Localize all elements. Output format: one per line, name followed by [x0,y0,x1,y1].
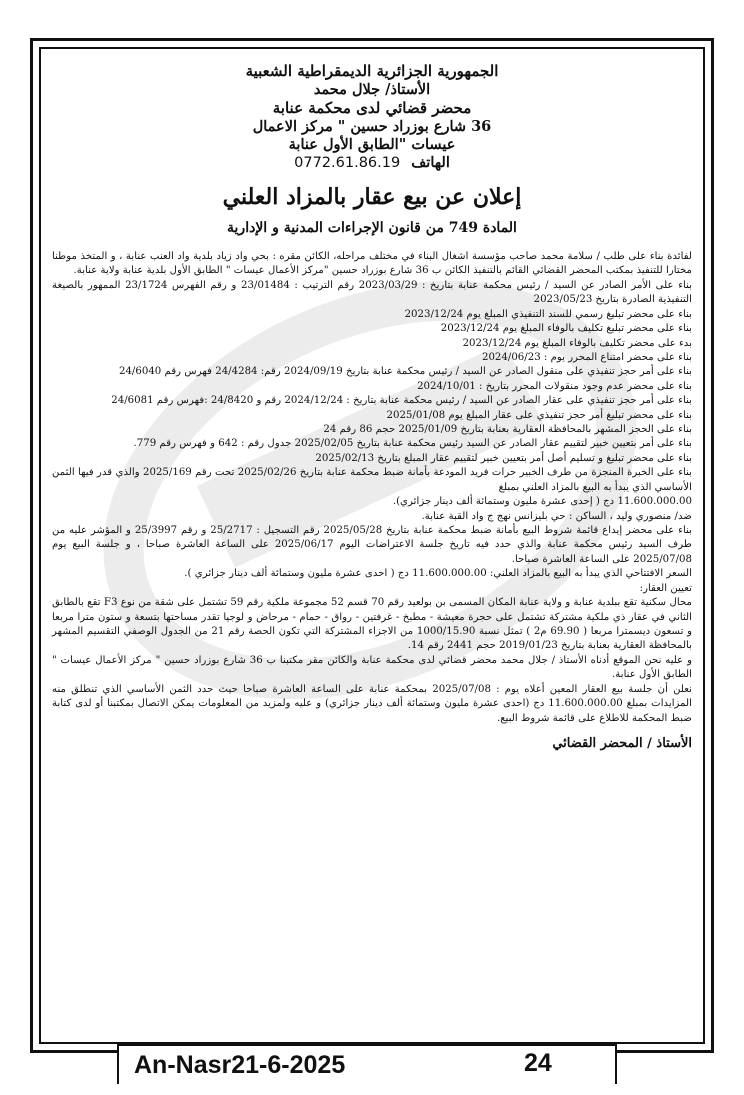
paragraph: بناء على أمر حجز تنفيذي على عقار الصادر عن السيد / رئيس محكمة عنابة بتاريخ : 2024/12/24 رقم و 24/8420 :فهرس رقم 24/6081 [111,395,692,407]
paragraph: بدء على محضر تكليف بالوفاء المبلغ يوم 2023/12/24 [462,337,692,349]
announcement-body [52,250,692,726]
phone-number: 0772.61.86.19 [294,154,401,171]
paragraph: بناء على أمر حجز تنفيذي على منقول الصادر عن السيد / رئيس محكمة عنابة بتاريخ 2024/09/19 رقم: 24/4284 فهرس رقم 24/6040 [118,366,692,378]
paragraph: بناء على محضر امتناع المحرر يوم : 2024/06/23 [481,351,692,363]
paragraph: بناء على محضر تبليغ تكليف بالوفاء المبلغ يوم 2023/12/24 [440,323,692,335]
paragraph: بناء على أمر بتعيين خبير لتقييم عقار الصادر عن السيد رئيس محكمة عنابة بتاريخ 2025/02/05 جدول رقم : 642 و فهرس رقم 779. [133,438,692,450]
paragraph: محال سكنية تقع ببلدية عنابة و ولاية عنابة المكان المسمى بن بولعيد رقم 70 قسم 52 مجموعة ملكية رقم 59 تشتمل على شقة من نوع F3 تقع بالطابق الثاني في عقار ذي ملكية مشتركة تشتمل على حجرة معيشة - مطبخ - غرفتين - رواق - حمام - مرحاض و لوجيا تقدر مساحتها بتسعة و ستون مترا مربعا و تسعون ديسمترا مربعا ( 69.90 م2 ) تمثل نسبة 1000/15.90 من الاجزاء المشتركة التي تكون الحصة رقم 21 من الجدول الوصفي التقسيم المشهر بالمحافظة العقارية بعنابة بتاريخ 2019/01/23 حجم 2441 رقم 14. [52,597,692,652]
paragraph: ضد/ منصوري وليد ، الساكن : حي بليزانس نهج ج واد القبة عنابة. [421,510,692,522]
paragraph: 11.600.000.00 دج ( إحدى عشرة مليون وستمائة ألف دينار جزائري). [392,496,692,508]
publication-date: An-Nasr21-6-2025 [134,1051,346,1079]
signature: الأستاذ / المحضر القضائي [552,735,692,751]
letterhead [52,62,692,172]
paragraph: بناء على محضر تبليغ رسمي للسند التنفيذي المبلغ يوم 2023/12/24 [404,308,692,320]
paragraph: بناء على محضر عدم وجود منقولات المحرر بتاريخ : 2024/10/01 [417,380,692,392]
publication-footer [117,1044,617,1084]
paragraph: بناء على محضر تبليغ أمر حجز تنفيذي على عقار المبلغ يوم 2025/01/08 [386,409,692,421]
page-number: 24 [524,1049,552,1077]
paragraph: السعر الافتتاحي الذي يبدأ به البيع بالمزاد العلني: 11.600.000.00 دج ( احدى عشرة مليون وستمائة ألف دينار جزائري ). [184,568,692,580]
paragraph: بناء على الحجز المشهر بالمحافظة العقارية بعنابة بتاريخ 2025/01/09 حجم 86 رقم 24 [323,424,692,436]
paragraph: و عليه نحن الموقع أدناه الأستاذ / جلال محمد محضر قضائي لدى محكمة عنابة والكائن مقر مكتبنا ب 36 شارع بوزراد حسين " مركز الأعمال عيسات " الطابق الأول عنابة. [52,654,692,681]
announcement-content [52,60,692,1035]
paragraph: بناء على الأمر الصادر عن السيد / رئيس محكمة عنابة بتاريخ : 2023/03/29 رقم الترتيب : 23/01484 و رقم الفهرس 23/1724 الممهور بالصيغة التنفيذية الصادرة بتاريخ 2023/05/23 [52,279,692,306]
office-title: محضر قضائي لدى محكمة عنابة [272,98,472,117]
announcement-subtitle: المادة 749 من قانون الإجراءات المدنية و الإدارية [227,220,517,236]
address-line-1: 36 شارع بوزراد حسين " مركز الاعمال [252,117,492,135]
paragraph: بناء على محضر تبليغ و تسليم أصل أمر بتعيين خبير لتقييم عقار المبلغ بتاريخ 2025/02/13 [315,452,692,464]
address-line-2: عيسات "الطابق الأول عنابة [288,135,456,153]
announcement-title: إعلان عن بيع عقار بالمزاد العلني [222,184,522,210]
paragraph: بناء على محضر إيداع قائمة شروط البيع بأمانة ضبط محكمة عنابة بتاريخ 2025/05/28 رقم التسجيل : 25/2717 و رقم 25/3997 و المؤشر عليه من طرف السيد رئيس محكمة عنابة والذي حدد فيه تاريخ جلسة الاعتراضات اليوم 2025/06/17 على الساعة العاشرة صباحا ، و جلسة البيع يوم 2025/07/08 على الساعة العاشرة صباحا. [52,525,692,565]
phone-line [52,154,692,172]
phone-label: الهاتف [411,153,450,171]
paragraph: لفائدة بناء على طلب / سلامة محمد صاحب مؤسسة اشغال البناء في مختلف مراحله، الكائن مقره : بحي واد زياد بلدية واد العنب عنابة ، و المتخذ موطنا مختارا للتنفيذ بمكتب المحضر القضائي القائم بالتنفيذ الكائن ب 36 شارع بوزراد حسين "مركز الأعمال عيسات " الطابق الأول بلدية عنابة ولاية عنابة. [52,251,692,277]
lawyer-name: الأستاذ/ جلال محمد [313,80,431,98]
paragraph: بناء على الخبرة المنجزة من طرف الخبير حرات فريد المودعة بأمانة ضبط محكمة عنابة بتاريخ 2025/02/26 تحت رقم 2025/169 والذي قدر فيها الثمن الأساسي الذي يبدأ به البيع بالمزاد العلني بمبلغ [52,467,692,493]
paragraph: تعيين العقار: [639,582,692,594]
republic-heading: الجمهورية الجزائرية الديمقراطية الشعبية [245,62,499,80]
paragraph: نعلن أن جلسة بيع العقار المعين أعلاه يوم : 2025/07/08 بمحكمة عنابة على الساعة العاشرة صباحا حيث حدد الثمن الأساسي الذي تنطلق منه المزايدات بمبلغ 11.600.000.00 دج (احدى عشرة مليون وستمائة ألف دينار جزائري) و عليه ولمزيد من المعلومات يمكن الاتصال بمكتبنا أو لدى كتابة ضبط المحكمة للاطلاع على قائمة شروط البيع. [52,683,692,724]
